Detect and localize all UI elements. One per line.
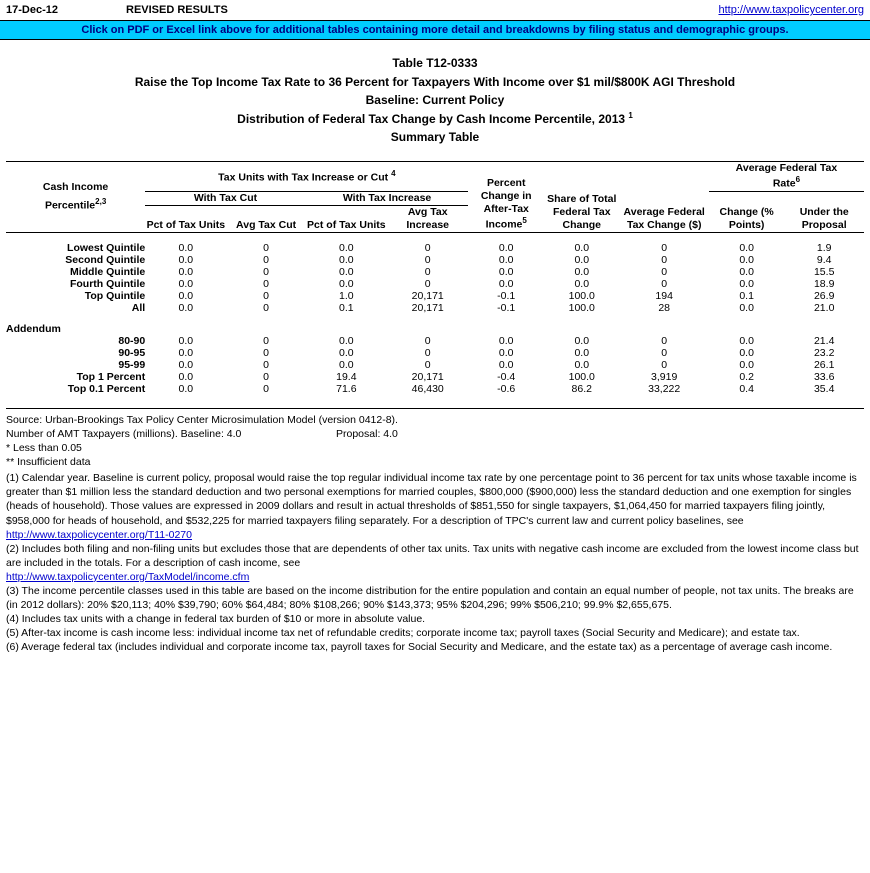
- table-subtitle: [0, 110, 870, 129]
- cell-share: 100.0: [568, 290, 595, 303]
- cell-share: 0.0: [574, 278, 590, 291]
- footnote-ref-1: 1: [628, 110, 633, 120]
- col-header-rate-change: Change (% Points): [719, 205, 774, 231]
- stub-header: [6, 161, 145, 232]
- spacer-row: [6, 233, 864, 243]
- cell-rate-under: 1.9: [816, 242, 832, 255]
- cell-avg-cut: 0: [263, 290, 270, 303]
- col-header-avg-increase: Avg Tax Increase: [406, 205, 450, 231]
- cell-rate-under: 15.5: [813, 266, 835, 279]
- cell-avg-fed-change: 33,222: [648, 383, 681, 396]
- cell-pct-cut: 0.0: [178, 242, 194, 255]
- spacer-row: [6, 395, 864, 404]
- cell-pct-increase: 0.0: [339, 266, 354, 279]
- table-row: [6, 278, 864, 290]
- cell-pct-increase: 0.0: [339, 254, 354, 267]
- row-label: 90-95: [118, 347, 146, 360]
- cell-pct-cut: 0.0: [178, 278, 194, 291]
- cell-pct-cut: 0.0: [178, 383, 194, 396]
- table-title: Raise the Top Income Tax Rate to 36 Percent for Taxpayers With Income over $1 mil/$800K AGI Threshold: [134, 74, 736, 89]
- distribution-table: [6, 161, 864, 404]
- cell-pct-increase: 71.6: [336, 383, 357, 396]
- cell-pct-change: 0.0: [498, 278, 514, 291]
- cash-income-link[interactable]: http://www.taxpolicycenter.org/TaxModel/income.cfm: [6, 570, 250, 583]
- table-baseline: Baseline: Current Policy: [365, 93, 505, 108]
- col-header-avg-cut: Avg Tax Cut: [236, 218, 297, 231]
- insufficient-data-note: ** Insufficient data: [6, 456, 91, 469]
- cell-pct-cut: 0.0: [178, 290, 194, 303]
- cell-avg-fed-change: 0: [661, 347, 668, 360]
- cell-avg-fed-change: 3,919: [651, 371, 678, 384]
- cell-share: 0.0: [574, 254, 590, 267]
- cell-rate-change: 0.0: [739, 266, 754, 279]
- cell-pct-increase: 1.0: [339, 290, 354, 303]
- amt-baseline-note: Number of AMT Taxpayers (millions). Baseline: 4.0: [6, 428, 242, 441]
- cell-pct-increase: 0.0: [339, 278, 354, 291]
- cell-rate-change: 0.0: [739, 335, 754, 348]
- cell-pct-change: -0.1: [497, 290, 516, 303]
- cell-avg-cut: 0: [263, 242, 270, 255]
- cell-rate-under: 18.9: [813, 278, 835, 291]
- cell-rate-under: 26.9: [813, 290, 835, 303]
- cell-avg-fed-change: 0: [661, 335, 668, 348]
- cell-avg-increase: 20,171: [411, 302, 444, 315]
- row-label: Middle Quintile: [69, 266, 146, 279]
- cell-avg-fed-change: 0: [661, 242, 668, 255]
- cell-pct-change: 0.0: [498, 242, 514, 255]
- group-header-avg-rate-l2: Rate: [772, 177, 796, 190]
- cell-rate-under: 21.0: [813, 302, 835, 315]
- notice-banner: Click on PDF or Excel link above for additional tables containing more detail and breakdowns by filing status and demographic groups.: [0, 20, 870, 40]
- table-body: [6, 233, 864, 405]
- cell-avg-increase: 0: [424, 347, 431, 360]
- table-row: [6, 266, 864, 278]
- footnote-3: (3) The income percentile classes used in this table are based on the income distribution for the entire population and contain an equal number of people, not tax units. The breaks are (in 2012 dollars): 20% $20,113; 40% $39,790; 60% $64,484; 80% $108,266; 90% $143,373; 95% $204,296; 99% $506,210; 99.9% $2,655,675.: [6, 584, 854, 611]
- cell-share: 0.0: [574, 335, 590, 348]
- group-header-avg-rate: [709, 161, 864, 191]
- cell-avg-fed-change: 0: [661, 266, 668, 279]
- cell-share: 86.2: [571, 383, 592, 396]
- less-than-note: * Less than 0.05: [6, 442, 82, 455]
- group-header-tax-units-text: Tax Units with Tax Increase or Cut: [218, 171, 392, 184]
- cell-pct-cut: 0.0: [178, 371, 194, 384]
- cell-pct-increase: 19.4: [336, 371, 357, 384]
- spacer-row: [6, 314, 864, 323]
- cell-rate-change: 0.0: [739, 347, 754, 360]
- notes-block: [6, 404, 864, 654]
- table-row: [6, 242, 864, 254]
- stub-header-line1: Cash Income: [42, 181, 109, 194]
- cell-avg-fed-change: 0: [661, 254, 668, 267]
- cell-avg-increase: 0: [424, 254, 431, 267]
- cell-pct-change: 0.0: [498, 347, 514, 360]
- cell-pct-increase: 0.1: [339, 302, 354, 315]
- cell-pct-change: -0.1: [497, 302, 516, 315]
- footnote-ref-23: 2,3: [95, 196, 107, 206]
- cell-rate-under: 21.4: [813, 335, 835, 348]
- footnote-ref-4: 4: [391, 168, 396, 178]
- cell-share: 100.0: [568, 371, 595, 384]
- col-header-avg-fed-change: Average Federal Tax Change ($): [620, 161, 709, 232]
- footnote-ref-6: 6: [795, 175, 801, 185]
- cell-share: 0.0: [574, 359, 590, 372]
- cell-avg-fed-change: 0: [661, 359, 668, 372]
- table-subtitle-text: Distribution of Federal Tax Change by Cash Income Percentile, 2013: [237, 111, 629, 126]
- cell-avg-cut: 0: [263, 359, 270, 372]
- footnote-6: (6) Average federal tax (includes individual and corporate income tax, payroll taxes for Social Security and Medicare, and the estate tax) as a percentage of average cash income.: [6, 641, 833, 654]
- cell-avg-increase: 20,171: [411, 290, 444, 303]
- amt-note-row: [6, 427, 864, 441]
- cell-avg-increase: 0: [424, 335, 431, 348]
- table-row: [6, 347, 864, 359]
- cell-share: 0.0: [574, 347, 590, 360]
- cell-pct-cut: 0.0: [178, 335, 194, 348]
- cell-rate-under: 33.6: [813, 371, 835, 384]
- header-bar: [0, 0, 870, 20]
- col-header-pct-change-l1: Percent Change in: [480, 177, 532, 203]
- group-header-with-cut: With Tax Cut: [145, 191, 305, 205]
- cell-rate-change: 0.0: [739, 254, 754, 267]
- cell-avg-fed-change: 194: [655, 290, 673, 303]
- addendum-header-row: [6, 323, 864, 335]
- cell-avg-increase: 0: [424, 266, 431, 279]
- title-block: [0, 54, 870, 147]
- row-label: 95-99: [118, 359, 146, 372]
- cell-rate-change: 0.2: [739, 371, 754, 384]
- baseline-description-link[interactable]: http://www.taxpolicycenter.org/T11-0270: [6, 528, 192, 541]
- row-label: Top 1 Percent: [76, 371, 146, 384]
- footnote-5: (5) After-tax income is cash income less: individual income tax net of refundable credits; corporate income tax; payroll taxes (Social Security and Medicare); and estate tax.: [6, 627, 800, 640]
- table-summary-label: Summary Table: [390, 130, 480, 145]
- footnote-4: (4) Includes tax units with a change in federal tax burden of $10 or more in absolute value.: [6, 612, 426, 625]
- header-date: 17-Dec-12: [6, 4, 58, 16]
- group-header-with-increase: With Tax Increase: [306, 191, 469, 205]
- row-label: Top 0.1 Percent: [67, 383, 146, 396]
- header-revised-label: REVISED RESULTS: [126, 4, 228, 16]
- source-note: Source: Urban-Brookings Tax Policy Center Microsimulation Model (version 0412-8).: [6, 408, 864, 427]
- cell-rate-change: 0.4: [739, 383, 754, 396]
- cell-avg-cut: 0: [263, 371, 270, 384]
- cell-rate-change: 0.0: [739, 278, 754, 291]
- cell-avg-cut: 0: [263, 278, 270, 291]
- col-header-share: Share of Total Federal Tax Change: [544, 161, 620, 232]
- row-label: Second Quintile: [65, 254, 146, 267]
- row-label: Lowest Quintile: [67, 242, 146, 255]
- cell-share: 100.0: [568, 302, 595, 315]
- cell-rate-under: 9.4: [816, 254, 832, 267]
- row-label: All: [131, 302, 146, 315]
- row-label: 80-90: [118, 335, 146, 348]
- row-label: Top Quintile: [84, 290, 146, 303]
- col-header-pct-change: [468, 161, 544, 232]
- cell-pct-cut: 0.0: [178, 347, 194, 360]
- cell-avg-cut: 0: [263, 347, 270, 360]
- cell-rate-under: 26.1: [813, 359, 835, 372]
- col-header-pct-change-l2-text: After-Tax Income: [483, 203, 529, 231]
- stub-header-line2-text: Percentile: [44, 199, 96, 212]
- cell-pct-change: -0.6: [497, 383, 516, 396]
- cell-pct-change: 0.0: [498, 266, 514, 279]
- cell-rate-under: 23.2: [813, 347, 835, 360]
- cell-rate-change: 0.0: [739, 242, 754, 255]
- cell-avg-cut: 0: [263, 383, 270, 396]
- cell-pct-increase: 0.0: [339, 359, 354, 372]
- col-header-pct-change-l2: [468, 203, 544, 232]
- cell-avg-cut: 0: [263, 335, 270, 348]
- col-header-pct-increase: Pct of Tax Units: [307, 218, 386, 231]
- cell-rate-under: 35.4: [813, 383, 835, 396]
- cell-rate-change: 0.1: [739, 290, 754, 303]
- cell-avg-fed-change: 0: [661, 278, 668, 291]
- table-row: [6, 290, 864, 302]
- cell-pct-change: 0.0: [498, 335, 514, 348]
- cell-share: 0.0: [574, 266, 590, 279]
- cell-share: 0.0: [574, 242, 590, 255]
- cell-pct-cut: 0.0: [178, 254, 194, 267]
- taxpolicycenter-link[interactable]: http://www.taxpolicycenter.org: [718, 4, 864, 16]
- cell-avg-increase: 0: [424, 359, 431, 372]
- footnote-1: (1) Calendar year. Baseline is current policy, proposal would raise the top regular individual income tax rate by one percentage point to 36 percent for tax units whose taxable income is greater than $1 million less the standard deduction and two personal exemptions for married couples, $800,000 ($900,000) less the standard deduction and one exemption for singles (heads of household). Those values are expressed in 2009 dollars and result in actual thresholds of $851,550 for single taxpayers, $1,064,450 for married taxpayers filing jointly, $958,000 for heads of household, and $532,225 for married taxpayers filing separately. For a description of TPC's current law and current policy baselines, see: [6, 472, 857, 527]
- cell-rate-change: 0.0: [739, 359, 754, 372]
- cell-avg-increase: 46,430: [411, 383, 444, 396]
- footnote-ref-5: 5: [522, 216, 527, 226]
- cell-avg-increase: 0: [424, 242, 431, 255]
- cell-pct-change: 0.0: [498, 254, 514, 267]
- cell-pct-change: -0.4: [497, 371, 516, 384]
- cell-pct-cut: 0.0: [178, 302, 194, 315]
- table-row: [6, 383, 864, 395]
- cell-pct-cut: 0.0: [178, 266, 194, 279]
- cell-rate-change: 0.0: [739, 302, 754, 315]
- cell-pct-change: 0.0: [498, 359, 514, 372]
- cell-avg-cut: 0: [263, 302, 270, 315]
- cell-pct-increase: 0.0: [339, 242, 354, 255]
- amt-proposal-note: Proposal: 4.0: [336, 428, 398, 441]
- addendum-label: Addendum: [6, 323, 61, 336]
- cell-avg-increase: 20,171: [411, 371, 444, 384]
- table-number: Table T12-0333: [392, 56, 478, 70]
- header-row-groups: [6, 161, 864, 191]
- footnote-2: (2) Includes both filing and non-filing units but excludes those that are dependents of other tax units. Tax units with negative cash income are excluded from the lowest income class but are included in the totals. For a description of cash income, see: [6, 542, 859, 569]
- cell-pct-increase: 0.0: [339, 335, 354, 348]
- table-row: [6, 371, 864, 383]
- table-row: [6, 302, 864, 314]
- group-header-tax-units: [145, 161, 468, 191]
- stub-header-line2: [6, 196, 145, 214]
- group-header-avg-rate-l1: Average Federal Tax: [735, 161, 838, 174]
- cell-avg-increase: 0: [424, 278, 431, 291]
- cell-pct-cut: 0.0: [178, 359, 194, 372]
- cell-avg-cut: 0: [263, 266, 270, 279]
- col-header-rate-under-proposal: Under the Proposal: [799, 205, 849, 231]
- table-row: [6, 254, 864, 266]
- cell-pct-increase: 0.0: [339, 347, 354, 360]
- table-row: [6, 359, 864, 371]
- cell-avg-cut: 0: [263, 254, 270, 267]
- table-row: [6, 335, 864, 347]
- col-header-pct-cut: Pct of Tax Units: [146, 218, 226, 231]
- cell-avg-fed-change: 28: [658, 302, 671, 315]
- row-label: Fourth Quintile: [69, 278, 146, 291]
